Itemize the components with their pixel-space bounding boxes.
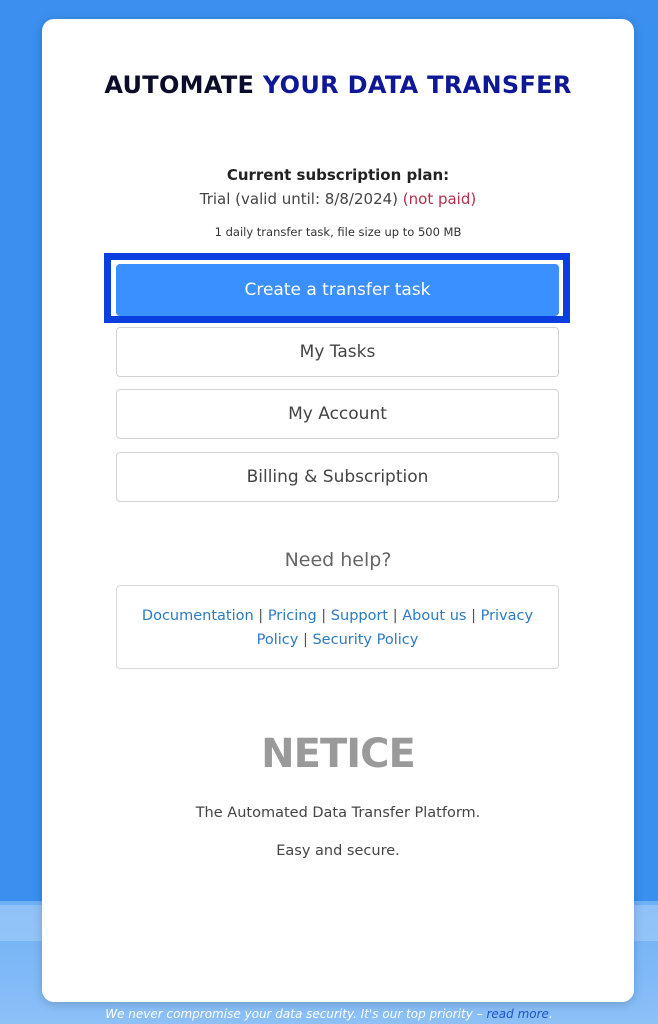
create-transfer-task-button[interactable]: Create a transfer task xyxy=(116,264,559,316)
link-separator: | xyxy=(253,608,268,624)
link-separator: | xyxy=(316,608,331,624)
subscription-plan xyxy=(42,190,634,208)
subscription-heading: Current subscription plan: xyxy=(226,166,450,184)
help-links-box xyxy=(116,585,559,669)
footer-end: . xyxy=(548,1007,553,1021)
billing-subscription-button[interactable]: Billing & Subscription xyxy=(116,452,559,502)
privacy-policy-link[interactable]: Privacy Policy xyxy=(256,608,534,648)
plan-details: 1 daily transfer task, file size up to 500 MB xyxy=(214,225,462,239)
about-us-link[interactable]: About us xyxy=(402,608,467,624)
tagline: The Automated Data Transfer Platform. xyxy=(195,805,481,821)
page-title xyxy=(42,71,634,99)
logo-text: NETICE xyxy=(261,731,415,771)
my-tasks-button[interactable]: My Tasks xyxy=(116,327,559,377)
read-more-link[interactable]: read more xyxy=(486,1007,549,1021)
netice-logo xyxy=(42,731,634,775)
footer-text: We never compromise your data security. It's our top priority – xyxy=(105,1007,487,1021)
link-separator: | xyxy=(466,608,481,624)
documentation-link[interactable]: Documentation xyxy=(141,608,254,624)
link-separator: | xyxy=(388,608,403,624)
title-part-1: AUTOMATE xyxy=(104,71,263,99)
tagline-secondary: Easy and secure. xyxy=(276,843,400,859)
netice-logo-mark xyxy=(250,731,426,771)
title-part-2: YOUR DATA TRANSFER xyxy=(262,71,572,99)
main-card xyxy=(42,19,634,1002)
plan-text: Trial (valid until: 8/8/2024) xyxy=(199,190,403,208)
link-separator: | xyxy=(298,632,313,648)
my-account-button[interactable]: My Account xyxy=(116,389,559,439)
support-link[interactable]: Support xyxy=(330,608,389,624)
help-title: Need help? xyxy=(284,549,392,571)
security-policy-link[interactable]: Security Policy xyxy=(312,632,419,648)
payment-status: (not paid) xyxy=(402,190,477,208)
pricing-link[interactable]: Pricing xyxy=(267,608,317,624)
footer-note xyxy=(0,1007,658,1021)
